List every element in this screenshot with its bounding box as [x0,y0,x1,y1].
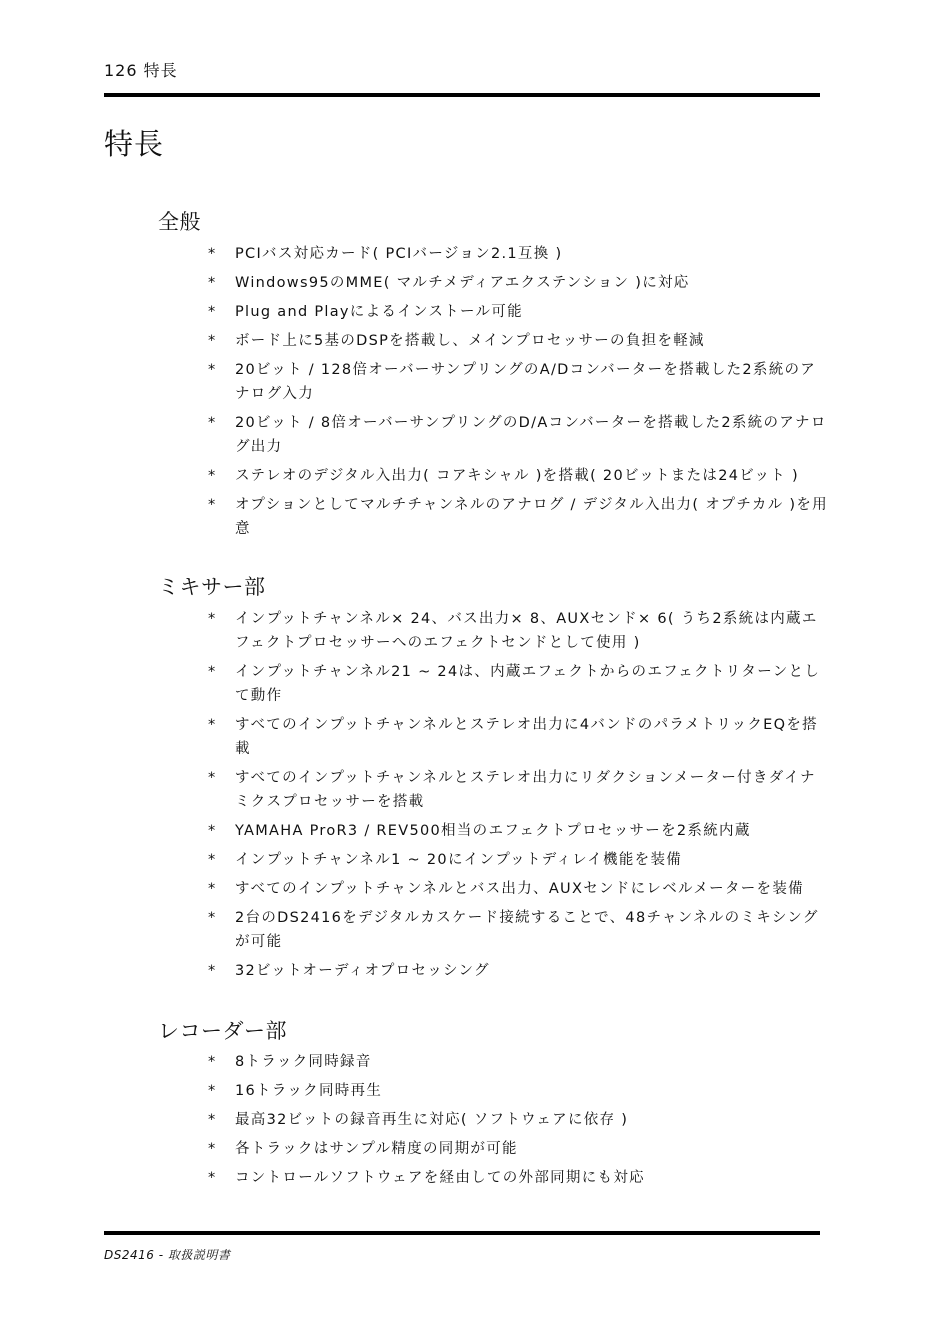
list-item: * すべてのインプットチャンネルとステレオ出力にリダクションメーター付きダイナミクスプロセッサーを搭載 [208,770,816,810]
list-item: * コントロールソフトウェアを経由しての外部同期にも対応 [208,1170,645,1186]
list-item: * Plug and Playによるインストール可能 [208,304,523,320]
list-item: * すべてのインプットチャンネルとバス出力、AUXセンドにレベルメーターを装備 [208,881,804,897]
list-item: * インプットチャンネル21 ~ 24は、内蔵エフェクトからのエフェクトリターンとして動作 [208,664,821,704]
list-item: * すべてのインプットチャンネルとステレオ出力に4バンドのパラメトリックEQを搭載 [208,717,818,757]
list-item: * ステレオのデジタル入出力( コアキシャル )を搭載( 20ビットまたは24ビット ) [208,468,799,484]
mixer-feature-list [208,607,828,988]
list-item: * 8トラック同時録音 [208,1054,372,1070]
recorder-feature-list [208,1050,828,1195]
list-item: * 20ビット / 128倍オーバーサンプリングのA/Dコンバーターを搭載した2系統のアナログ入力 [208,362,817,402]
running-header: 126 特長 [104,61,178,80]
list-item: * 最高32ビットの録音再生に対応( ソフトウェアに依存 ) [208,1112,629,1128]
footer-rule [104,1231,820,1235]
list-item: * ボード上に5基のDSPを搭載し、メインプロセッサーの負担を軽減 [208,333,705,349]
footer-text: DS2416 - 取扱説明書 [104,1248,231,1262]
header-rule [104,93,820,97]
section-heading-recorder: レコーダー部 [158,1019,287,1043]
list-item: * オプションとしてマルチチャンネルのアナログ / デジタル入出力( オプチカル )を用意 [208,497,828,537]
list-item: * 2台のDS2416をデジタルカスケード接続することで、48チャンネルのミキシングが可能 [208,910,819,950]
list-item: * Windows95のMME( マルチメディアエクステンション )に対応 [208,275,690,291]
page-title: 特長 [104,127,165,161]
list-item: * 各トラックはサンプル精度の同期が可能 [208,1141,518,1157]
section-heading-general: 全般 [158,210,201,234]
list-item: * YAMAHA ProR3 / REV500相当のエフェクトプロセッサーを2系統内蔵 [208,823,751,839]
list-item: * インプットチャンネル1 ~ 20にインプットディレイ機能を装備 [208,852,683,868]
list-item: * 32ビットオーディオプロセッシング [208,963,490,979]
section-heading-mixer: ミキサー部 [158,575,266,599]
list-item: * インプットチャンネル× 24、バス出力× 8、AUXセンド× 6( うち2系統は内蔵エフェクトプロセッサーへのエフェクトセンドとして使用 ) [208,611,818,651]
general-feature-list [208,242,828,546]
list-item: * PCIバス対応カード( PCIバージョン2.1互換 ) [208,246,563,262]
list-item: * 16トラック同時再生 [208,1083,383,1099]
list-item: * 20ビット / 8倍オーバーサンプリングのD/Aコンバーターを搭載した2系統のアナログ出力 [208,415,827,455]
